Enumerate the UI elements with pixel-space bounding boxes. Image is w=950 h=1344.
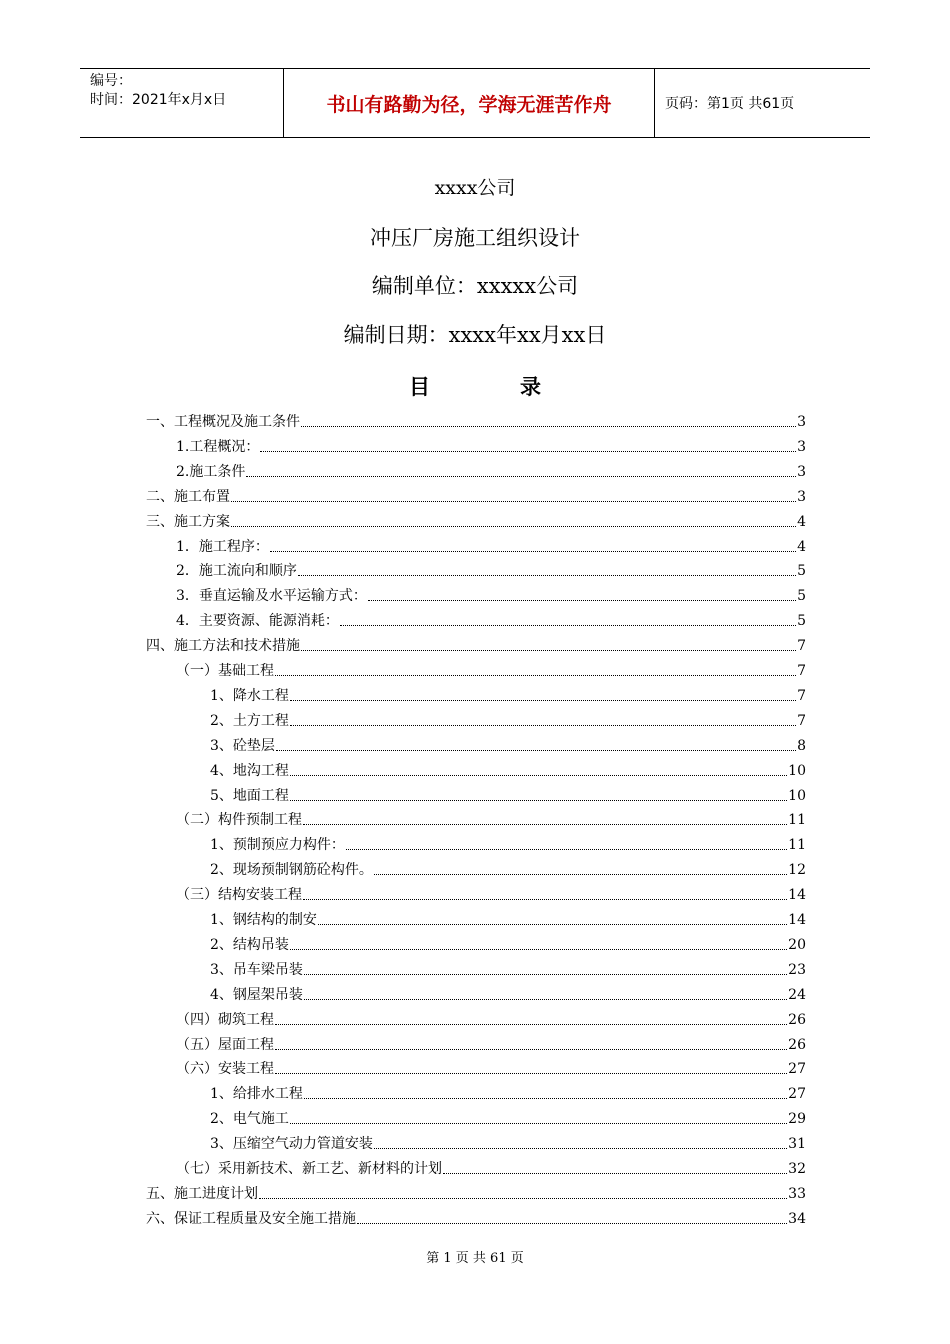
toc-leader-dots bbox=[275, 1024, 787, 1025]
toc-leader-dots bbox=[304, 999, 787, 1000]
toc-entry-page: 23 bbox=[788, 961, 806, 978]
toc-leader-dots bbox=[246, 476, 796, 477]
toc-entry-label: 1.工程概况： bbox=[176, 438, 260, 455]
toc-entry-label: 1、降水工程 bbox=[210, 687, 289, 704]
toc-entry-label: （六）安装工程 bbox=[176, 1061, 274, 1078]
document-title: 冲压厂房施工组织设计 bbox=[370, 226, 580, 250]
toc-leader-dots bbox=[301, 650, 796, 651]
toc-entry-page: 33 bbox=[788, 1185, 806, 1202]
toc-leader-dots bbox=[275, 675, 796, 676]
toc-entry-label: 1、钢结构的制安 bbox=[210, 912, 317, 928]
toc-entry[interactable] bbox=[176, 533, 806, 557]
toc-entry-page: 12 bbox=[788, 862, 806, 879]
toc-entry-label: 3、吊车梁吊装 bbox=[210, 961, 303, 978]
toc-entry-label: 1、给排水工程 bbox=[210, 1086, 303, 1103]
toc-entry-page: 27 bbox=[788, 1061, 806, 1078]
toc-leader-dots bbox=[276, 750, 796, 751]
toc-entry-page: 10 bbox=[788, 762, 806, 779]
toc-leader-dots bbox=[290, 775, 787, 776]
toc-heading-char: 录 bbox=[520, 375, 541, 399]
toc-leader-dots bbox=[290, 725, 796, 726]
toc-entry[interactable] bbox=[210, 1130, 806, 1154]
page-footer: 第 1 页 共 61 页 bbox=[426, 1251, 524, 1266]
toc-leader-dots bbox=[303, 899, 787, 900]
toc-entry-label: 二、施工布置 bbox=[146, 488, 230, 505]
toc-entry[interactable] bbox=[176, 557, 806, 581]
toc-leader-dots bbox=[260, 451, 796, 452]
toc-entry-label: （四）砌筑工程 bbox=[176, 1011, 274, 1028]
toc-entry-label: 3、砼垫层 bbox=[210, 737, 275, 754]
compiling-unit: 编制单位：xxxxx公司 bbox=[371, 274, 579, 298]
toc-entry[interactable] bbox=[176, 1006, 806, 1030]
toc-leader-dots bbox=[275, 1073, 787, 1074]
toc-entry-page: 11 bbox=[788, 837, 806, 854]
toc-entry[interactable] bbox=[176, 433, 806, 457]
toc-entry[interactable] bbox=[176, 881, 806, 905]
toc-entry-page: 34 bbox=[788, 1210, 806, 1227]
toc-entry[interactable] bbox=[176, 582, 806, 606]
toc-entry-label: （七）采用新技术、新工艺、新材料的计划 bbox=[176, 1161, 442, 1177]
toc-entry[interactable] bbox=[210, 931, 806, 955]
toc-entry-label: 六、保证工程质量及安全施工措施 bbox=[146, 1210, 356, 1227]
toc-entry[interactable] bbox=[146, 632, 806, 656]
toc-entry-label: 3．垂直运输及水平运输方式： bbox=[176, 588, 367, 605]
toc-leader-dots bbox=[298, 575, 796, 576]
header-page-info: 页码：第1页 共61页 bbox=[665, 96, 795, 112]
toc-leader-dots bbox=[270, 551, 796, 552]
toc-entry-page: 5 bbox=[797, 588, 806, 605]
toc-leader-dots bbox=[443, 1173, 787, 1174]
toc-entry-label: 2、现场预制钢筋砼构件。 bbox=[210, 862, 373, 879]
toc-entry-label: （五）屋面工程 bbox=[176, 1036, 274, 1053]
toc-entry-label: 4、地沟工程 bbox=[210, 762, 289, 779]
toc-leader-dots bbox=[303, 824, 787, 825]
toc-entry-page: 8 bbox=[797, 737, 806, 754]
toc-entry-page: 10 bbox=[788, 787, 806, 804]
document-time-label: 时间：2021年x月x日 bbox=[90, 92, 227, 108]
header-motto: 书山有路勤为径，学海无涯苦作舟 bbox=[283, 69, 655, 137]
toc-entry-page: 7 bbox=[797, 687, 806, 704]
toc-entry-page: 26 bbox=[788, 1011, 806, 1028]
toc-entry[interactable] bbox=[210, 956, 806, 980]
toc-entry[interactable] bbox=[210, 1080, 806, 1104]
toc-entry-page: 4 bbox=[797, 538, 806, 555]
toc-entry[interactable] bbox=[210, 831, 806, 855]
toc-entry-label: 1、预制预应力构件： bbox=[210, 837, 345, 854]
toc-entry[interactable] bbox=[146, 508, 806, 532]
toc-entry-label: 2、结构吊装 bbox=[210, 936, 289, 953]
toc-leader-dots bbox=[304, 974, 787, 975]
toc-entry-page: 5 bbox=[797, 563, 806, 580]
toc-leader-dots bbox=[374, 874, 787, 875]
toc-entry-page: 31 bbox=[788, 1136, 806, 1153]
toc-entry-label: 五、施工进度计划 bbox=[146, 1185, 258, 1202]
toc-entry-page: 32 bbox=[788, 1161, 806, 1177]
toc-leader-dots bbox=[304, 1098, 787, 1099]
toc-entry-label: 5、地面工程 bbox=[210, 787, 289, 804]
toc-entry-page: 3 bbox=[797, 488, 806, 505]
toc-entry[interactable] bbox=[210, 906, 806, 930]
toc-entry[interactable] bbox=[210, 732, 806, 756]
company-name: xxxx公司 bbox=[434, 177, 516, 199]
toc-leader-dots bbox=[301, 426, 796, 427]
toc-entry[interactable] bbox=[146, 408, 806, 432]
page-header bbox=[80, 68, 870, 138]
toc-leader-dots bbox=[231, 501, 796, 502]
compiling-date: 编制日期：xxxx年xx月xx日 bbox=[343, 323, 607, 347]
toc-entry-page: 27 bbox=[788, 1086, 806, 1103]
toc-heading-char: 目 bbox=[409, 375, 430, 399]
toc-entry-page: 29 bbox=[788, 1111, 806, 1128]
toc-entry-page: 24 bbox=[788, 986, 806, 1003]
toc-entry-page: 3 bbox=[797, 438, 806, 455]
toc-leader-dots bbox=[374, 1148, 787, 1149]
toc-entry[interactable] bbox=[176, 607, 806, 631]
toc-entry-label: 一、工程概况及施工条件 bbox=[146, 414, 300, 430]
toc-entry[interactable] bbox=[210, 707, 806, 731]
toc-entry[interactable] bbox=[210, 1105, 806, 1129]
toc-entry-page: 5 bbox=[797, 613, 806, 630]
toc-entry-page: 7 bbox=[797, 712, 806, 729]
toc-leader-dots bbox=[275, 1049, 787, 1050]
toc-leader-dots bbox=[290, 800, 787, 801]
toc-entry-label: （一）基础工程 bbox=[176, 663, 274, 679]
toc-entry-page: 26 bbox=[788, 1036, 806, 1053]
toc-entry-label: （二）构件预制工程 bbox=[176, 812, 302, 829]
toc-entry-page: 3 bbox=[797, 414, 806, 430]
toc-entry-label: （三）结构安装工程 bbox=[176, 887, 302, 904]
toc-entry[interactable] bbox=[176, 1031, 806, 1055]
toc-entry-label: 1．施工程序： bbox=[176, 538, 269, 555]
toc-entry-page: 4 bbox=[797, 513, 806, 530]
toc-entry-label: 4．主要资源、能源消耗： bbox=[176, 613, 339, 630]
toc-entry-label: 3、压缩空气动力管道安装 bbox=[210, 1136, 373, 1153]
toc-entry[interactable] bbox=[146, 483, 806, 507]
header-meta bbox=[80, 69, 283, 137]
toc-entry-page: 14 bbox=[788, 912, 806, 928]
toc-entry-page: 3 bbox=[797, 463, 806, 480]
document-number-label: 编号： bbox=[90, 73, 132, 89]
toc-entry[interactable] bbox=[146, 1205, 806, 1229]
toc-entry[interactable] bbox=[210, 757, 806, 781]
toc-leader-dots bbox=[231, 526, 796, 527]
toc-entry[interactable] bbox=[210, 856, 806, 880]
toc-entry-label: 4、钢屋架吊装 bbox=[210, 986, 303, 1003]
toc-entry-page: 7 bbox=[797, 663, 806, 679]
toc-entry-label: 2、电气施工 bbox=[210, 1111, 289, 1128]
toc-leader-dots bbox=[340, 625, 796, 626]
toc-leader-dots bbox=[290, 700, 796, 701]
toc-entry-label: 2．施工流向和顺序 bbox=[176, 563, 297, 580]
toc-entry[interactable] bbox=[146, 1180, 806, 1204]
toc-leader-dots bbox=[259, 1198, 787, 1199]
toc-entry-page: 7 bbox=[797, 638, 806, 655]
toc-entry-label: 2、土方工程 bbox=[210, 712, 289, 729]
toc-leader-dots bbox=[318, 924, 787, 925]
toc-entry[interactable] bbox=[210, 682, 806, 706]
toc-entry[interactable] bbox=[210, 782, 806, 806]
toc-entry[interactable] bbox=[176, 458, 806, 482]
toc-leader-dots bbox=[357, 1223, 787, 1224]
toc-entry-label: 四、施工方法和技术措施 bbox=[146, 638, 300, 655]
toc-entry[interactable] bbox=[176, 1155, 806, 1179]
toc-entry[interactable] bbox=[176, 657, 806, 681]
toc-leader-dots bbox=[290, 949, 787, 950]
toc-entry-label: 三、施工方案 bbox=[146, 513, 230, 530]
toc-entry[interactable] bbox=[176, 1055, 806, 1079]
toc-heading bbox=[0, 371, 950, 401]
toc-leader-dots bbox=[368, 600, 796, 601]
toc-leader-dots bbox=[290, 1123, 787, 1124]
toc-entry[interactable] bbox=[210, 981, 806, 1005]
toc-entry-page: 11 bbox=[788, 812, 806, 829]
toc-leader-dots bbox=[346, 849, 787, 850]
toc-entry-page: 14 bbox=[788, 887, 806, 904]
toc-entry-page: 20 bbox=[788, 936, 806, 953]
toc-entry-label: 2.施工条件 bbox=[176, 463, 246, 480]
toc-entry[interactable] bbox=[176, 806, 806, 830]
